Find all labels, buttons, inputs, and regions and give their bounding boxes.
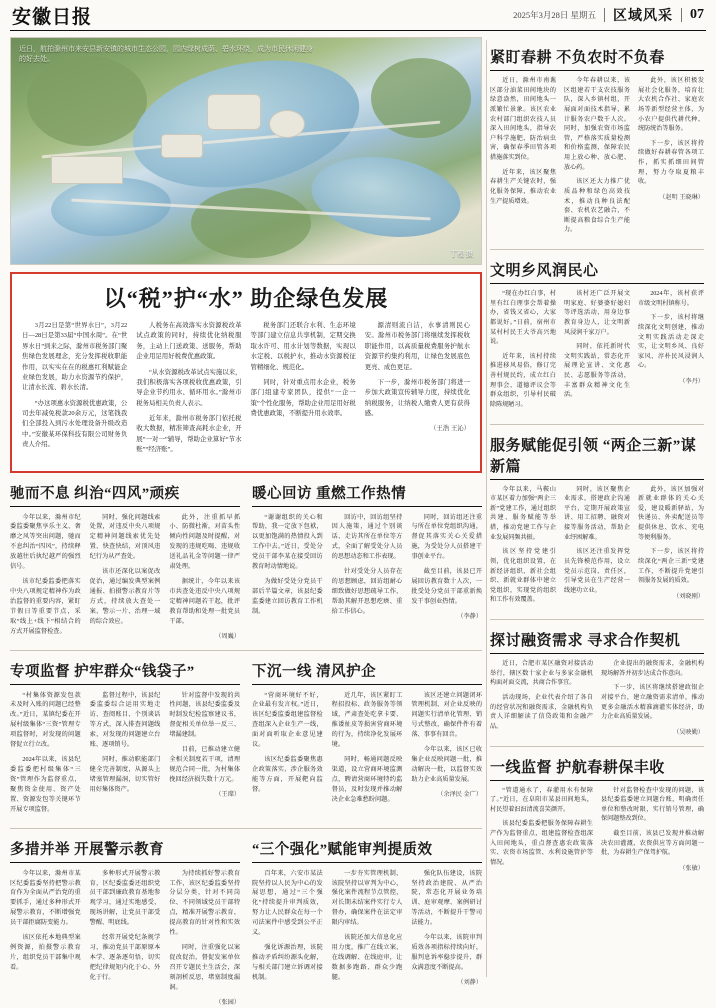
paragraph: 近年来，该村持续推进移风易俗，修订完善村规民约，成立红白理事会、道德评议会等群众组织，引导村民破除陈规陋习。 bbox=[490, 353, 556, 408]
article-column bbox=[252, 869, 323, 988]
paragraph: 今年以来，滁州市某区纪委监委坚持把警示教育作为全面从严治党的重要抓手，通过多种形式开展警示教育，不断增强党员干部拒腐防变能力。 bbox=[10, 869, 81, 927]
paragraph: 该区纪委监委聚焦惠企政策落实、涉企服务效能等方面，开展靶向监督。 bbox=[252, 756, 323, 793]
article-byline: （张敏） bbox=[679, 864, 704, 872]
photo-caption: 近日，航拍滁州市来安县新安镇的城市生态公园，园内绿树成荫、碧水环绕，成为市民休闲健身的好去处。 bbox=[19, 45, 313, 64]
right-column bbox=[490, 37, 704, 1008]
article-byline: （赵明 王晓琳） bbox=[659, 193, 704, 201]
column-divider bbox=[486, 40, 487, 977]
article-byline: （余泽民 金广） bbox=[437, 790, 483, 798]
paragraph: 同时，强化问题线索处置，对违反中央八项规定精神问题线索优先处置、快查快结，对顶风违纪行为从严查处。 bbox=[89, 513, 161, 561]
paragraph: 此外，注重抓早抓小、防微杜渐，对苗头性倾向性问题及时提醒，对发现的违规吃喝、违规收送礼品礼金等问题一律严肃处理。 bbox=[169, 513, 241, 571]
paragraph: “管道通水了，春灌用水有保障了。”近日，在阜阳市某县田间地头，村民望着汩汩清流喜笑颜开。 bbox=[490, 787, 593, 813]
feature-paragraph: 近年来，滁州市税务部门依托税收大数据，精准筛查高耗水企业，开展“一对一”辅导，帮助企业算好“节水账”“经济账”。 bbox=[136, 415, 242, 454]
paragraph: 同时，回访组还注重与所在单位党组织沟通，督促其落实关心关爱措施，为受处分人员搭建干事创业平台。 bbox=[411, 513, 483, 561]
paragraph: 该区依托本地典型案例资源，拍摄警示教育片，组织党员干部集中观看。 bbox=[10, 934, 81, 971]
article-title: 紧盯春耕 不负农时不负春 bbox=[490, 46, 704, 71]
paragraph: 今年以来，滁州市纪委监委聚焦享乐主义、奢靡之风等突出问题，驰而不息纠治“四风”，持续释放越往后执纪越严的强烈信号。 bbox=[10, 513, 81, 571]
paragraph: 截至目前，该县已开展回访教育数十人次，一批受处分党员干部重新焕发干事创业热情。 bbox=[411, 568, 483, 605]
hero-photo bbox=[10, 37, 482, 265]
feature-headline: 以“税”护“水” 助企绿色发展 bbox=[103, 286, 389, 311]
article-title: 驰而不息 纠治“四风”顽疾 bbox=[10, 482, 240, 507]
section-rule-r2 bbox=[490, 424, 704, 425]
paragraph: 企业提出的融资需求，金融机构现场解答并初步达成合作意向。 bbox=[601, 661, 704, 677]
article-body bbox=[490, 787, 704, 874]
article-column bbox=[564, 290, 630, 416]
article-body bbox=[252, 869, 482, 988]
article-title: 一线监督 护航春耕保丰收 bbox=[490, 756, 704, 781]
feature-paragraph: “从水资源税改革试点实施以来，我们积极落实各项税收优惠政策，引导企业节约用水、循环用水。”滁州市税务局相关负责人表示。 bbox=[136, 368, 242, 407]
article-byline: （李静） bbox=[457, 612, 483, 620]
article-rongzi bbox=[490, 629, 704, 738]
paragraph: 2024年，该村获评市级文明村镇称号。 bbox=[638, 291, 704, 307]
paragraph: 今年以来，马鞍山市某区着力加强“两企三新”党建工作，通过组织共建、服务赋能等举措，推动党建工作与企业发展同频共振。 bbox=[490, 486, 556, 541]
photo-green-area-1 bbox=[27, 56, 147, 146]
paragraph: 下一步，该区将继续搭建政银企对接平台，建立融资需求清单，推动更多金融活水精准滴灌实体经济，助力企业高质量发展。 bbox=[601, 685, 704, 721]
article-body bbox=[490, 77, 704, 241]
article-column bbox=[10, 513, 81, 642]
paragraph: 今年以来，该院审判质效各项指标持续向好，服判息诉率稳步提升，群众满意度不断提高。 bbox=[411, 934, 483, 971]
article-title: 专项监督 护牢群众“钱袋子” bbox=[10, 660, 240, 685]
paragraph: 今年春耕以来，该区组建若干支农技服务队，深入乡镇村组，开展面对面技术指导，累计服务农户数千人次。同时，加强农资市场监管，严格落实质量检测和价格监测，保障农民用上放心种、放心肥、放心药。 bbox=[564, 78, 630, 171]
article-liangqisanxin bbox=[490, 434, 704, 612]
left-article-row-3 bbox=[10, 829, 482, 1008]
paragraph: 下一步，该区将持续做好春耕春管各项工作，抓实抓细田间管理，努力夺取夏粮丰收。 bbox=[638, 140, 704, 186]
article-column bbox=[90, 513, 161, 642]
feature-paragraph: 税务部门还联合水利、生态环境等部门建立信息共享机制，定期交换取水许可、用水计划等数据，实现以水定税、以税护水，推动水资源税征管精细化、规范化。 bbox=[250, 322, 356, 371]
paragraph: 同时，注重强化以案促改促治，督促发案单位召开专题民主生活会，深刻剖析反思，堵塞制度漏洞。 bbox=[169, 944, 241, 991]
article-column bbox=[332, 869, 403, 988]
article-title: 多措并举 开展警示教育 bbox=[10, 838, 240, 863]
paragraph: 截至目前，该县已发现并推动解决农田灌溉、农资供应等方面问题一批，为春耕生产保驾护航。 bbox=[601, 831, 704, 857]
paragraph: 同时，该区聚焦企业需求，搭建政企沟通平台，定期开展政策宣讲、用工招聘、融资对接等服务活动，帮助企业纾困解难。 bbox=[564, 486, 630, 541]
paragraph: 该区还注重发挥党员先锋模范作用，设立党员示范岗、责任区，引导党员在生产经营一线建功立业。 bbox=[564, 549, 630, 594]
article-chungeng bbox=[490, 46, 704, 241]
paragraph: 强化诉源治理，该院推动矛盾纠纷源头化解，与相关部门建立诉调对接机制。 bbox=[252, 944, 323, 981]
photo-water-2 bbox=[306, 148, 465, 246]
paragraph: 近日，滁州市南谯区部分油菜田间地块的绿意盎然，田间地头一派繁忙景象。该区农业农村部门组织农技人员深入田间地头，指导农户科学施肥、防治病虫害，确保春季田管各项措施落实到位。 bbox=[490, 78, 556, 161]
photo-building-4 bbox=[51, 156, 123, 184]
article-column bbox=[252, 513, 323, 622]
newspaper-logo: 安徽日报 bbox=[12, 6, 93, 28]
paragraph: 同时，推动职能部门健全完善制度，从源头上堵塞管理漏洞，切实管好用好集体资产。 bbox=[89, 756, 161, 793]
paragraph: 据统计，今年以来该市共查处违反中央八项规定精神问题若干起，批评教育帮助和处理一批党员干部。 bbox=[169, 578, 241, 625]
article-column bbox=[411, 513, 482, 622]
article-byline: （吴映勤） bbox=[673, 728, 704, 736]
article-column bbox=[490, 787, 593, 874]
article-body bbox=[10, 513, 240, 642]
article-column bbox=[332, 691, 403, 810]
paragraph: 一步夯实管理机制，该院坚持以审判为中心，强化案件流程节点管控，对长期未结案件实行专人督办，确保案件在法定审限内审结。 bbox=[331, 869, 403, 927]
article-byline: （张园） bbox=[215, 998, 241, 1006]
article-body bbox=[490, 486, 704, 612]
paragraph: 该村还广泛开展文明家庭、好婆婆好媳妇等评选活动，用身边事教育身边人，让文明新风浸润千家万户。 bbox=[564, 291, 630, 336]
paragraph: 该市纪委监委把落实中央八项规定精神作为政治监督的重要内容，紧盯节假日等重要节点，采取“线上+线下”相结合的方式开展监督检查。 bbox=[10, 578, 81, 635]
paragraph: “村集体资源发包款未及时入账的问题已经整改。”近日，某镇纪委在开展村级集体“三资”管理专项监督时，对发现的问题督促立行立改。 bbox=[10, 691, 81, 749]
article-byline: （周巍） bbox=[215, 632, 241, 640]
masthead-divider-2 bbox=[681, 8, 682, 22]
article-column bbox=[169, 691, 240, 820]
section-rule-r4 bbox=[490, 746, 704, 747]
paragraph: 同时，畅通问题反映渠道，设立营商环境监测点，聘请营商环境特约监督员，及时发现并推动解决企业急难愁盼问题。 bbox=[331, 756, 403, 803]
article-column bbox=[252, 691, 323, 810]
left-column bbox=[10, 37, 482, 1008]
article-column bbox=[601, 787, 704, 874]
publication-date: 2025年3月28日 星期五 bbox=[513, 10, 596, 20]
photo-green-area-3 bbox=[191, 188, 311, 258]
paragraph: 强化队伍建设，该院坚持政治建院、从严治院，常态化开展业务培训、庭审观摩、案例研讨等活动，不断提升干警司法能力。 bbox=[411, 869, 483, 927]
paragraph: “营商环境好不好，企业最有发言权。”近日，该区纪委监委组建监督检查组深入企业生产一线，面对面听取企业意见建议。 bbox=[252, 691, 323, 749]
paragraph: 监督过程中，该县纪委监委综合运用实地走访、查阅账目、个别谈话等方式，深入排查问题线索，对发现的问题建立台账、逐项销号。 bbox=[89, 691, 161, 749]
feature-column-1 bbox=[22, 321, 127, 461]
article-column bbox=[601, 660, 704, 738]
article-column bbox=[411, 691, 482, 810]
paragraph: 多种形式开展警示教育，区纪委监委还组织党员干部到廉政教育基地参观学习，通过实地感受、现场讲解，让党员干部受警醒、明底线。 bbox=[89, 869, 161, 927]
article-xiachen bbox=[252, 660, 482, 820]
article-body bbox=[490, 660, 704, 738]
left-article-row-2 bbox=[10, 651, 482, 820]
article-sangeqianghua bbox=[252, 838, 482, 1008]
paragraph: 该区坚持党建引领，优化组织设置，在新经济组织、新社会组织、新就业群体中建立党组织，实现党的组织和工作有效覆盖。 bbox=[490, 549, 556, 604]
article-huifang bbox=[252, 482, 482, 642]
paragraph: 回访中，回访组坚持因人施策，通过个别谈话、走访其所在单位等方式，全面了解受处分人员的思想动态和工作表现。 bbox=[331, 513, 403, 561]
feature-column-3 bbox=[251, 321, 356, 461]
photo-building-1 bbox=[207, 94, 261, 130]
paragraph: 该区还建立问题闭环管理机制，对企业反映的问题实行清单化管理、销号式整改，确保件件有着落、事事有回音。 bbox=[411, 691, 483, 739]
article-byline: （刘静） bbox=[457, 978, 483, 986]
article-column bbox=[90, 691, 161, 820]
paragraph: 下一步，该区将持续深化“两企三新”党建工作，不断提升党建引领服务发展的质效。 bbox=[638, 549, 704, 585]
paragraph: 近日，合肥市某区融资对接活动举行，辖区数十家企业与多家金融机构面对面交流，共商合作事宜。 bbox=[490, 661, 593, 687]
paragraph: 2024年以来，该县纪委监委把村级集体“三资”管理作为监督重点，聚焦资金使用、资产处置、资源发包等关键环节开展专项监督。 bbox=[10, 756, 81, 813]
article-zhuanxiang bbox=[10, 660, 240, 820]
paragraph: 针对监督中发现的共性问题，该县纪委监委及时制发纪检监察建议书，督促相关单位举一反三、堵漏建制。 bbox=[169, 691, 241, 739]
paragraph: 近年来，该区聚焦春耕生产关键农时，强化服务保障，推动农业生产提质增效。 bbox=[490, 169, 556, 205]
paragraph: 同时，依托新时代文明实践站，常态化开展理论宣讲、文化惠民、志愿服务等活动，丰富群众精神文化生活。 bbox=[564, 344, 630, 399]
section-rule-r3 bbox=[490, 619, 704, 620]
feature-column-4 bbox=[365, 321, 470, 461]
page-content bbox=[10, 37, 706, 1008]
article-title: “三个强化”赋能审判提质效 bbox=[252, 838, 482, 863]
paragraph: 此外，该区加强对新就业群体的关心关爱，建设暖新驿站，为快递员、外卖配送员等提供休息、饮水、充电等便利服务。 bbox=[638, 486, 704, 541]
article-column bbox=[490, 77, 556, 241]
paragraph: 针对受处分人员存在的思想顾虑，回访组耐心细致做好思想疏导工作，帮助其解开思想疙瘩、重拾工作信心。 bbox=[331, 568, 403, 615]
paragraph: 活动现场，企业代表介绍了各自的经营状况和融资需求，金融机构负责人详细解读了信贷政策和金融产品。 bbox=[490, 694, 593, 730]
article-body bbox=[10, 691, 240, 820]
feature-paragraph: 源清则流自洁，水事清则民心安。滁州市税务部门将继续发挥税收职能作用，以高质量税费服务护航水资源节约集约利用，让绿色发展底色更亮、成色更足。 bbox=[364, 322, 470, 371]
article-body bbox=[490, 290, 704, 416]
paragraph: 该市还深化以案促改促治，通过编发典型案例通报、拍摄警示教育片等方式，持续放大查处一案、警示一片、治理一域的综合效应。 bbox=[89, 568, 161, 625]
article-title: 暖心回访 重燃工作热情 bbox=[252, 482, 482, 507]
article-column bbox=[169, 513, 240, 642]
feature-columns bbox=[22, 321, 470, 461]
photo-building-3 bbox=[161, 134, 203, 158]
article-column bbox=[564, 77, 630, 241]
feature-paragraph: 下一步，滁州市税务部门将进一步加大政策宣传辅导力度，持续优化纳税服务，让纳税人缴费人更有获得感。 bbox=[364, 378, 470, 417]
feature-byline: （王浩 王沁） bbox=[430, 425, 470, 433]
feature-paragraph: 同时，针对重点用水企业，税务部门组建专家团队，提供“一企一策”个性化服务，帮助企业用足用好税费优惠政策，不断提升用水效率。 bbox=[250, 378, 356, 417]
paragraph: 该区还大力推广优质品种和绿色高效技术，推动良种良法配套、农机农艺融合，不断提高粮食综合生产能力。 bbox=[564, 179, 630, 234]
article-column bbox=[638, 486, 704, 612]
article-column bbox=[490, 290, 556, 416]
article-byline: （李丹） bbox=[679, 378, 704, 385]
article-jingshi bbox=[10, 838, 240, 1008]
paragraph: “谢谢组织的关心和帮助，我一定放下包袱，以更加饱满的热情投入到工作中去。”近日，受处分党员干部李某在接受回访教育时动情地说。 bbox=[252, 513, 323, 571]
paragraph: 近几年，该区紧盯工程招投标、政务服务等领域，严肃查处吃拿卡要、推诿扯皮等损害营商环境的行为，持续净化发展环境。 bbox=[331, 691, 403, 749]
article-title: 探讨融资需求 寻求合作契机 bbox=[490, 629, 704, 654]
paragraph: 下一步，该村将继续深化文明创建，推动文明实践活动走深走实，让文明乡风、良好家风、淳朴民风浸润人心。 bbox=[638, 315, 704, 370]
paragraph: 该院还加大信息化应用力度，推广在线立案、在线调解、在线庭审，让数据多跑路、群众少跑腿。 bbox=[331, 934, 403, 981]
section-title: 区域风采 bbox=[613, 9, 673, 24]
feature-paragraph: 人税务在高效落实水资源税改革试点政策的同时，持续优化纳税服务，主动上门送政策、送服务，帮助企业用足用好税费优惠政策。 bbox=[136, 322, 242, 361]
article-column bbox=[638, 77, 704, 241]
article-column bbox=[411, 869, 482, 988]
paragraph: 针对监督检查中发现的问题，该县纪委监委建立问题台账，明确责任单位和整改时限，实行销号管理，确保问题整改到位。 bbox=[601, 787, 704, 823]
article-title: 下沉一线 清风护企 bbox=[252, 660, 482, 685]
feature-column-2 bbox=[136, 321, 241, 461]
page-number: 07 bbox=[690, 7, 704, 22]
paragraph: 此外，该区积极发展社会化服务，培育壮大农机合作社、家庭农场等新型经营主体，为小农户提供代耕代种、统防统治等服务。 bbox=[638, 78, 704, 133]
paragraph: 为做好受处分党员干部后半篇文章，该县纪委监委建立回访教育工作机制。 bbox=[252, 578, 323, 615]
article-title: 文明乡风润民心 bbox=[490, 259, 704, 284]
article-wenming bbox=[490, 259, 704, 416]
article-column bbox=[490, 486, 556, 612]
photo-credit: 丁程 摄 bbox=[450, 250, 473, 258]
paragraph: 该县纪委监委把服务保障春耕生产作为监督重点，组建监督检查组深入田间地头，重点督查惠农政策落实、农资市场监管、水利设施管护等情况。 bbox=[490, 821, 593, 866]
section-rule-r1 bbox=[490, 249, 704, 250]
paragraph: 为持续抓好警示教育工作，该区纪委监委坚持分层分类，针对不同岗位、不同领域党员干部特点，精准开展警示教育，提高教育的针对性和实效性。 bbox=[169, 869, 241, 937]
paragraph: “现在办红白事，村里有红白理事会帮着操办，省钱又省心，大家都说好。”日前，宿州市某村村民王大爷高兴地说。 bbox=[490, 291, 556, 346]
article-yixianjiandu bbox=[490, 756, 704, 874]
article-column bbox=[564, 486, 630, 612]
article-column bbox=[490, 660, 593, 738]
masthead-divider bbox=[604, 8, 605, 22]
paragraph: 百年来，六安市某法院坚持以人民为中心的发展思想，通过“三个强化”持续提升审判质效，努力让人民群众在每一个司法案件中感受到公平正义。 bbox=[252, 869, 323, 937]
paragraph: 目前，已推动建立健全相关制度若干项，清理规范合同一批，为村集体挽回经济损失数十万元。 bbox=[169, 746, 241, 783]
left-article-row-1 bbox=[10, 473, 482, 642]
feature-paragraph: “办这项惠水资源税优惠政策，公司去年减免税款20余万元，这笔钱我们全部投入到污水处理设备升级改造中。”安徽某环保科技有限公司财务负责人介绍。 bbox=[22, 399, 128, 449]
article-byline: （王璨） bbox=[215, 790, 241, 798]
masthead-right bbox=[513, 5, 704, 25]
article-column bbox=[638, 290, 704, 416]
article-column bbox=[10, 691, 81, 820]
masthead bbox=[10, 0, 706, 31]
feature-article bbox=[10, 272, 482, 473]
article-title: 服务赋能促引领 “两企三新”谋新篇 bbox=[490, 434, 704, 480]
paragraph: 今年以来，该区已收集企业反映问题一批，推动解决一批，以监督实效助力企业高质量发展。 bbox=[411, 746, 483, 783]
article-body bbox=[252, 691, 482, 810]
article-byline: （刘晓刚） bbox=[673, 592, 704, 600]
article-fengqi bbox=[10, 482, 240, 642]
photo-building-2 bbox=[269, 110, 305, 138]
article-column bbox=[332, 513, 403, 622]
paragraph: 经常开展党纪条规学习，推动党员干部原原本本学、逐条逐句悟，切实把纪律规矩内化于心、外化于行。 bbox=[89, 934, 161, 981]
article-body bbox=[252, 513, 482, 622]
feature-paragraph: 3月22日是第“世界水日”，3月22日—28日是第33届“中国水周”。在“世界水日”到来之际，滁州市税务部门聚焦绿色发展理念，充分发挥税收职能作用，以实实在在的税惠红利赋能企业绿色发展，助力水资源节约保护，让清水长流、碧水长清。 bbox=[22, 322, 128, 392]
